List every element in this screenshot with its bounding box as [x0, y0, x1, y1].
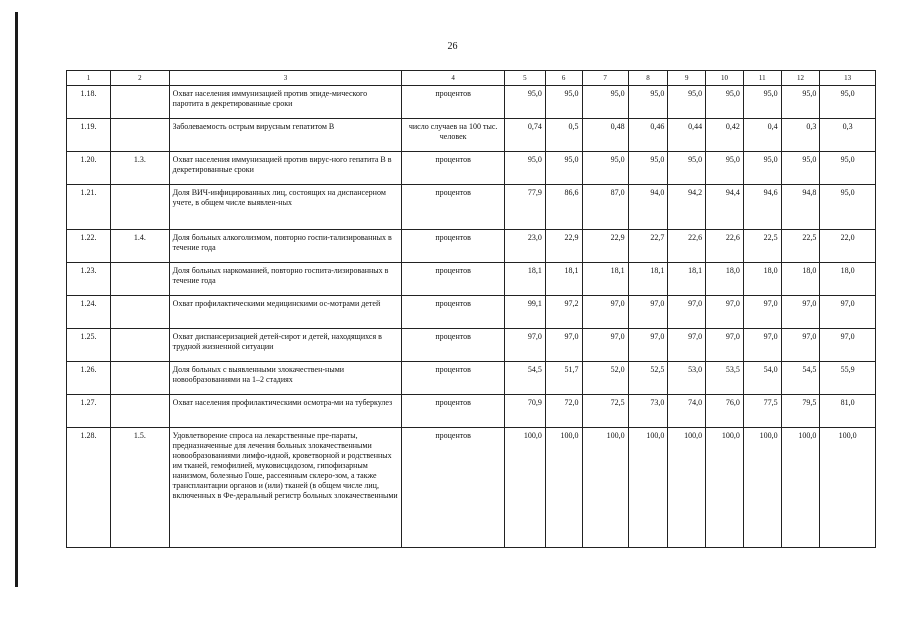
row-number-cell: 1.27. — [67, 395, 111, 428]
value-cell: 22,0 — [820, 230, 876, 263]
value-cell: 0,48 — [582, 119, 628, 152]
value-cell: 23,0 — [504, 230, 545, 263]
value-cell: 97,0 — [668, 296, 706, 329]
value-cell: 95,0 — [504, 152, 545, 185]
value-cell: 52,0 — [582, 362, 628, 395]
value-cell: 70,9 — [504, 395, 545, 428]
value-cell: 72,5 — [582, 395, 628, 428]
value-cell: 97,0 — [668, 329, 706, 362]
value-cell: 22,5 — [743, 230, 781, 263]
value-cell: 18,1 — [668, 263, 706, 296]
header-cell: 10 — [706, 71, 744, 86]
value-cell: 97,0 — [743, 296, 781, 329]
header-cell: 5 — [504, 71, 545, 86]
value-cell: 95,0 — [820, 152, 876, 185]
value-cell: 95,0 — [820, 86, 876, 119]
value-cell: 95,0 — [545, 86, 582, 119]
ref-number-cell — [111, 329, 170, 362]
table-row — [67, 86, 876, 119]
table-row — [67, 230, 876, 263]
value-cell: 95,0 — [582, 152, 628, 185]
value-cell: 0,3 — [820, 119, 876, 152]
indicator-name-cell: Доля больных алкоголизмом, повторно госпи-тализированных в течение года — [169, 230, 402, 263]
table-row — [67, 329, 876, 362]
value-cell: 97,0 — [628, 296, 668, 329]
ref-number-cell — [111, 296, 170, 329]
value-cell: 100,0 — [781, 428, 820, 548]
value-cell: 95,0 — [668, 152, 706, 185]
value-cell: 79,5 — [781, 395, 820, 428]
value-cell: 72,0 — [545, 395, 582, 428]
unit-cell: процентов — [402, 329, 505, 362]
value-cell: 74,0 — [668, 395, 706, 428]
row-number-cell: 1.25. — [67, 329, 111, 362]
row-number-cell: 1.18. — [67, 86, 111, 119]
value-cell: 18,0 — [820, 263, 876, 296]
value-cell: 54,0 — [743, 362, 781, 395]
value-cell: 97,2 — [545, 296, 582, 329]
row-number-cell: 1.23. — [67, 263, 111, 296]
value-cell: 52,5 — [628, 362, 668, 395]
value-cell: 18,0 — [706, 263, 744, 296]
value-cell: 97,0 — [820, 296, 876, 329]
ref-number-cell — [111, 86, 170, 119]
indicators-table — [66, 70, 876, 548]
indicator-name-cell: Охват населения иммунизацией против эпиде-мического паротита в декретированные сроки — [169, 86, 402, 119]
ref-number-cell: 1.5. — [111, 428, 170, 548]
indicator-name-cell: Доля больных наркоманией, повторно госпита-лизированных в течение года — [169, 263, 402, 296]
row-number-cell: 1.21. — [67, 185, 111, 230]
unit-cell: процентов — [402, 152, 505, 185]
value-cell: 97,0 — [820, 329, 876, 362]
ref-number-cell: 1.4. — [111, 230, 170, 263]
value-cell: 18,1 — [628, 263, 668, 296]
indicator-name-cell: Охват диспансеризацией детей-сирот и детей, находящихся в трудной жизненной ситуации — [169, 329, 402, 362]
ref-number-cell — [111, 185, 170, 230]
value-cell: 18,1 — [504, 263, 545, 296]
value-cell: 95,0 — [504, 86, 545, 119]
value-cell: 55,9 — [820, 362, 876, 395]
header-cell: 8 — [628, 71, 668, 86]
value-cell: 100,0 — [582, 428, 628, 548]
table-row — [67, 362, 876, 395]
ref-number-cell: 1.3. — [111, 152, 170, 185]
value-cell: 100,0 — [545, 428, 582, 548]
unit-cell: процентов — [402, 296, 505, 329]
value-cell: 87,0 — [582, 185, 628, 230]
value-cell: 0,42 — [706, 119, 744, 152]
value-cell: 22,9 — [545, 230, 582, 263]
header-cell: 2 — [111, 71, 170, 86]
table-row — [67, 296, 876, 329]
value-cell: 100,0 — [628, 428, 668, 548]
value-cell: 77,5 — [743, 395, 781, 428]
value-cell: 100,0 — [706, 428, 744, 548]
value-cell: 0,4 — [743, 119, 781, 152]
row-number-cell: 1.19. — [67, 119, 111, 152]
header-cell: 6 — [545, 71, 582, 86]
scan-edge-line — [15, 12, 18, 587]
value-cell: 81,0 — [820, 395, 876, 428]
value-cell: 95,0 — [820, 185, 876, 230]
value-cell: 94,6 — [743, 185, 781, 230]
value-cell: 18,1 — [545, 263, 582, 296]
value-cell: 95,0 — [628, 152, 668, 185]
value-cell: 22,5 — [781, 230, 820, 263]
table-row — [67, 119, 876, 152]
value-cell: 95,0 — [781, 152, 820, 185]
value-cell: 100,0 — [820, 428, 876, 548]
value-cell: 0,74 — [504, 119, 545, 152]
value-cell: 97,0 — [743, 329, 781, 362]
value-cell: 0,5 — [545, 119, 582, 152]
header-cell: 7 — [582, 71, 628, 86]
table-row — [67, 263, 876, 296]
row-number-cell: 1.22. — [67, 230, 111, 263]
table-row — [67, 185, 876, 230]
value-cell: 22,6 — [706, 230, 744, 263]
value-cell: 97,0 — [781, 329, 820, 362]
indicator-name-cell: Охват населения иммунизацией против вирус-ного гепатита В в декретированные сроки — [169, 152, 402, 185]
indicator-name-cell: Доля больных с выявленными злокачествен-ными новообразованиями на 1–2 стадиях — [169, 362, 402, 395]
row-number-cell: 1.26. — [67, 362, 111, 395]
header-cell: 1 — [67, 71, 111, 86]
value-cell: 95,0 — [743, 152, 781, 185]
header-cell: 3 — [169, 71, 402, 86]
row-number-cell: 1.24. — [67, 296, 111, 329]
value-cell: 97,0 — [504, 329, 545, 362]
value-cell: 95,0 — [668, 86, 706, 119]
unit-cell: процентов — [402, 362, 505, 395]
value-cell: 97,0 — [706, 296, 744, 329]
header-cell: 4 — [402, 71, 505, 86]
row-number-cell: 1.20. — [67, 152, 111, 185]
value-cell: 94,2 — [668, 185, 706, 230]
header-cell: 9 — [668, 71, 706, 86]
value-cell: 54,5 — [504, 362, 545, 395]
value-cell: 97,0 — [582, 329, 628, 362]
value-cell: 73,0 — [628, 395, 668, 428]
indicator-name-cell: Заболеваемость острым вирусным гепатитом В — [169, 119, 402, 152]
value-cell: 99,1 — [504, 296, 545, 329]
indicator-name-cell: Удовлетворение спроса на лекарственные пре-параты, предназначенные для лечения больных злокачественными новообразованиями лимфо-идной, кроветворной и родственных им тканей, гемофилией, муковисцидозом, гипофизарным нанизмом, болезнью Гоше, рассеянным склеро-зом, а также трансплантации органов и (или) тканей (в общем числе лиц, включенных в Фе-деральный регистр больных злокачественными — [169, 428, 402, 548]
value-cell: 0,46 — [628, 119, 668, 152]
row-number-cell: 1.28. — [67, 428, 111, 548]
table-row — [67, 428, 876, 548]
value-cell: 95,0 — [706, 152, 744, 185]
unit-cell: число случаев на 100 тыс. человек — [402, 119, 505, 152]
value-cell: 95,0 — [545, 152, 582, 185]
value-cell: 94,8 — [781, 185, 820, 230]
value-cell: 51,7 — [545, 362, 582, 395]
value-cell: 53,0 — [668, 362, 706, 395]
page-number: 26 — [447, 41, 458, 52]
value-cell: 86,6 — [545, 185, 582, 230]
value-cell: 18,1 — [582, 263, 628, 296]
header-cell: 11 — [743, 71, 781, 86]
value-cell: 97,0 — [582, 296, 628, 329]
value-cell: 100,0 — [668, 428, 706, 548]
ref-number-cell — [111, 362, 170, 395]
table-header-row — [67, 71, 876, 86]
value-cell: 0,3 — [781, 119, 820, 152]
value-cell: 95,0 — [628, 86, 668, 119]
unit-cell: процентов — [402, 185, 505, 230]
value-cell: 95,0 — [706, 86, 744, 119]
value-cell: 97,0 — [628, 329, 668, 362]
value-cell: 0,44 — [668, 119, 706, 152]
value-cell: 94,0 — [628, 185, 668, 230]
value-cell: 54,5 — [781, 362, 820, 395]
value-cell: 97,0 — [706, 329, 744, 362]
header-cell: 12 — [781, 71, 820, 86]
value-cell: 22,6 — [668, 230, 706, 263]
ref-number-cell — [111, 119, 170, 152]
table-row — [67, 395, 876, 428]
header-cell: 13 — [820, 71, 876, 86]
value-cell: 18,0 — [743, 263, 781, 296]
unit-cell: процентов — [402, 395, 505, 428]
value-cell: 18,0 — [781, 263, 820, 296]
value-cell: 77,9 — [504, 185, 545, 230]
indicator-name-cell: Охват населения профилактическими осмотра-ми на туберкулез — [169, 395, 402, 428]
table-row — [67, 152, 876, 185]
ref-number-cell — [111, 263, 170, 296]
value-cell: 97,0 — [545, 329, 582, 362]
value-cell: 76,0 — [706, 395, 744, 428]
value-cell: 94,4 — [706, 185, 744, 230]
value-cell: 100,0 — [743, 428, 781, 548]
unit-cell: процентов — [402, 263, 505, 296]
unit-cell: процентов — [402, 86, 505, 119]
ref-number-cell — [111, 395, 170, 428]
unit-cell: процентов — [402, 230, 505, 263]
value-cell: 95,0 — [743, 86, 781, 119]
value-cell: 95,0 — [582, 86, 628, 119]
value-cell: 100,0 — [504, 428, 545, 548]
value-cell: 22,9 — [582, 230, 628, 263]
unit-cell: процентов — [402, 428, 505, 548]
value-cell: 53,5 — [706, 362, 744, 395]
value-cell: 22,7 — [628, 230, 668, 263]
value-cell: 97,0 — [781, 296, 820, 329]
indicator-name-cell: Доля ВИЧ-инфицированных лиц, состоящих на диспансерном учете, в общем числе выявлен-ных — [169, 185, 402, 230]
value-cell: 95,0 — [781, 86, 820, 119]
indicator-name-cell: Охват профилактическими медицинскими ос-мотрами детей — [169, 296, 402, 329]
